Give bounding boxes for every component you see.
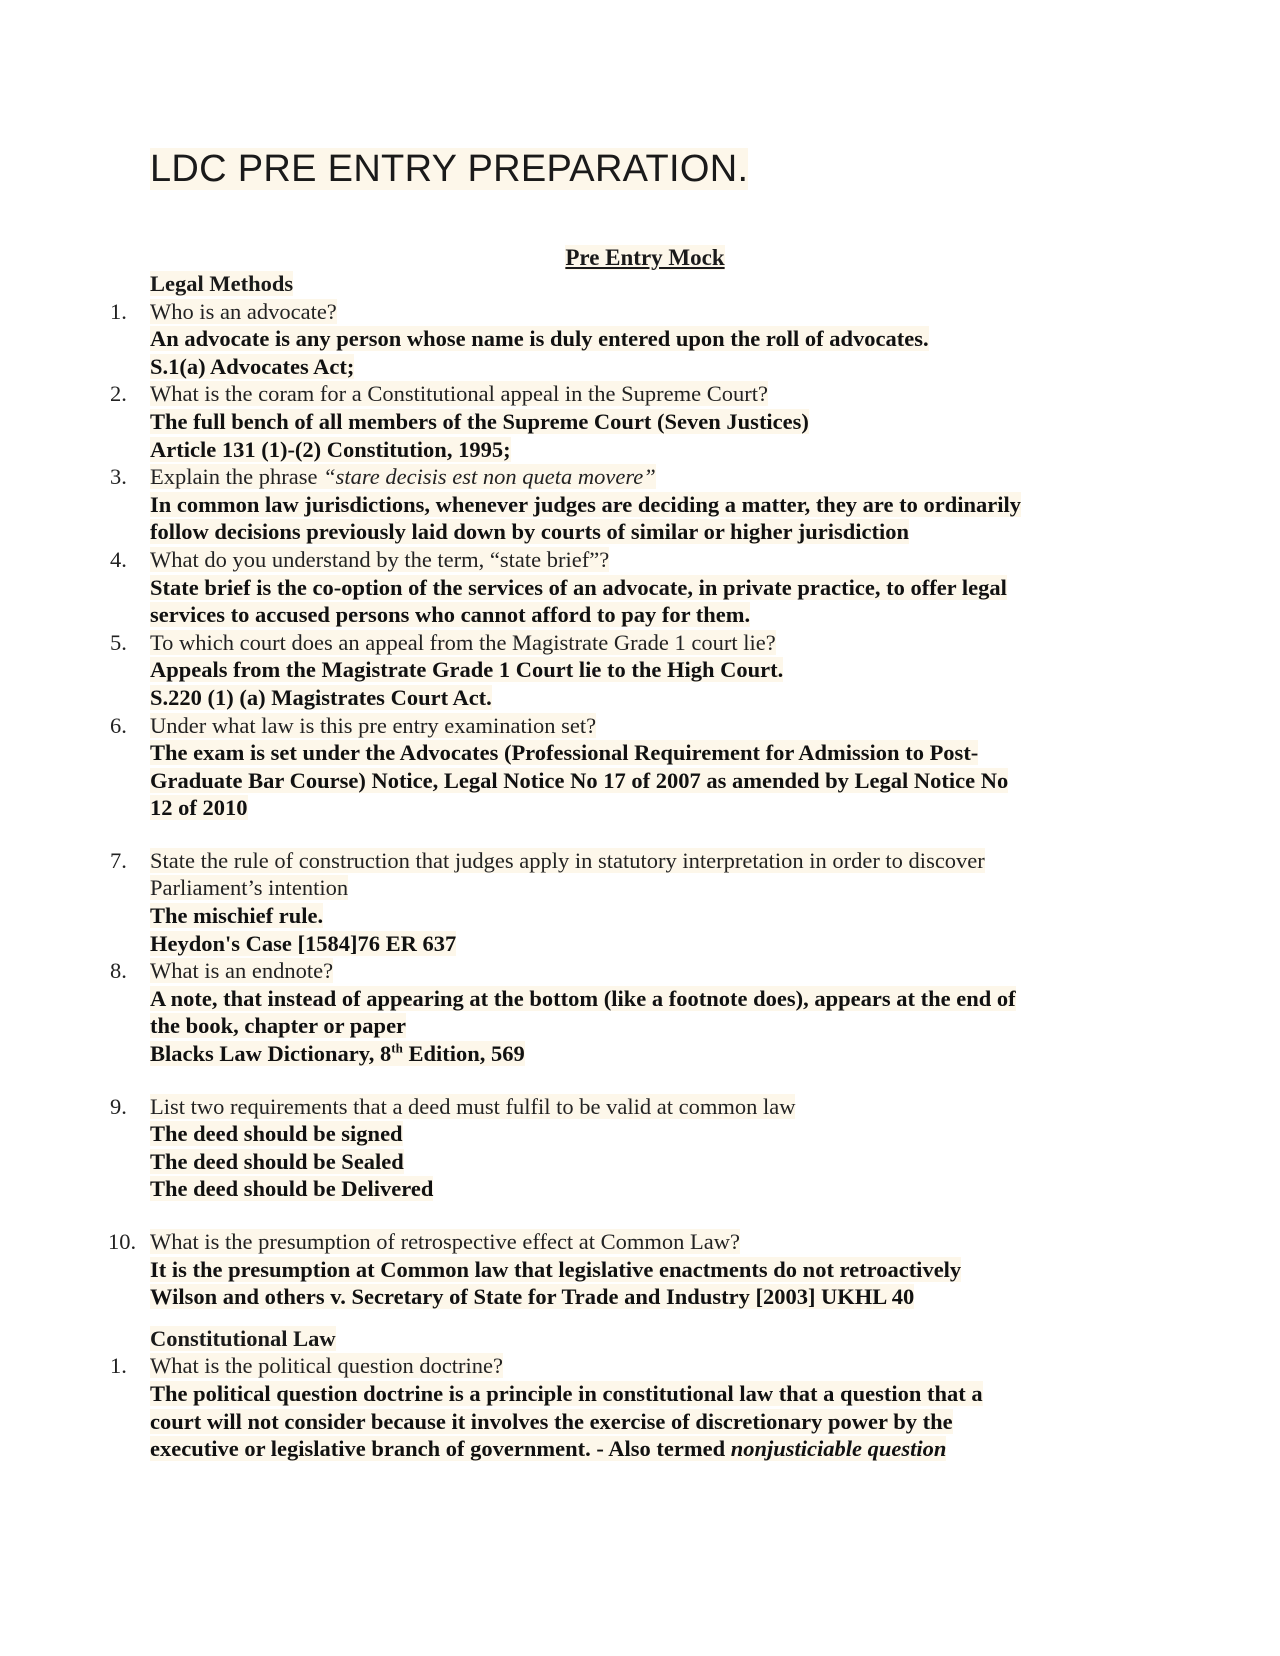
answer-line: the book, chapter or paper xyxy=(150,1013,407,1039)
answer-line: executive or legislative branch of government. - Also termed nonjusticiable question xyxy=(150,1436,947,1462)
answer-line: Graduate Bar Course) Notice, Legal Notice No 17 of 2007 as amended by Legal Notice No xyxy=(150,767,1009,793)
answer-line: follow decisions previously laid down by courts of similar or higher jurisdiction xyxy=(150,519,910,545)
question-text: To which court does an appeal from the Magistrate Grade 1 court lie? xyxy=(150,629,776,655)
answer-line: The mischief rule. xyxy=(150,903,324,929)
latin-phrase: “stare decisis est non queta movere” xyxy=(323,464,656,490)
answer-line: It is the presumption at Common law that legislative enactments do not retroactively xyxy=(150,1256,962,1282)
answer-line: A note, that instead of appearing at the bottom (like a footnote does), appears at the end of xyxy=(150,985,1016,1011)
answer-citation: Article 131 (1)-(2) Constitution, 1995; xyxy=(150,436,511,462)
question-text: What do you understand by the term, “state brief”? xyxy=(150,546,610,572)
section-heading-constitutional-law: Constitutional Law xyxy=(150,1325,336,1351)
spacer xyxy=(0,1203,1280,1228)
answer-citation: Heydon's Case [1584]76 ER 637 xyxy=(150,930,457,956)
question-2 xyxy=(0,380,1280,408)
question-text: List two requirements that a deed must fulfil to be valid at common law xyxy=(150,1093,796,1119)
answer-line: In common law jurisdictions, whenever judges are deciding a matter, they are to ordinarily xyxy=(150,491,1021,517)
answer-citation: Blacks Law Dictionary, 8th Edition, 569 xyxy=(150,1040,525,1067)
question-text: Explain the phrase “stare decisis est non queta movere” xyxy=(150,464,656,490)
answer-line: The deed should be signed xyxy=(150,1121,403,1147)
answer-line: The exam is set under the Advocates (Professional Requirement for Admission to Post- xyxy=(150,740,979,766)
question-5 xyxy=(0,629,1280,657)
question-1 xyxy=(0,298,1280,326)
answer-line: An advocate is any person whose name is duly entered upon the roll of advocates. xyxy=(150,326,929,352)
spacer xyxy=(0,822,1280,847)
question-text: State the rule of construction that judges apply in statutory interpretation in order to discover xyxy=(150,847,985,873)
page-title: LDC PRE ENTRY PREPARATION. xyxy=(150,148,749,190)
question-number: 1. xyxy=(110,298,127,324)
question-3 xyxy=(0,463,1280,491)
answer-line: Appeals from the Magistrate Grade 1 Court lie to the High Court. xyxy=(150,657,784,683)
answer-line: The deed should be Sealed xyxy=(150,1148,404,1174)
question-8 xyxy=(0,957,1280,985)
spacer xyxy=(0,1068,1280,1093)
question-6 xyxy=(0,712,1280,740)
mock-heading: Pre Entry Mock xyxy=(565,245,725,270)
question-text: Under what law is this pre entry examination set? xyxy=(150,712,597,738)
question-1 xyxy=(0,1352,1280,1380)
question-number: 1. xyxy=(110,1353,127,1379)
answer-line: State brief is the co-option of the services of an advocate, in private practice, to offer legal xyxy=(150,574,1007,600)
question-number: 3. xyxy=(110,464,127,490)
answer-line: The full bench of all members of the Supreme Court (Seven Justices) xyxy=(150,408,809,434)
answer-citation: S.1(a) Advocates Act; xyxy=(150,353,355,379)
answer-line: The deed should be Delivered xyxy=(150,1176,434,1202)
answer-line: 12 of 2010 xyxy=(150,795,248,821)
question-9 xyxy=(0,1093,1280,1121)
answer-line: services to accused persons who cannot afford to pay for them. xyxy=(150,602,751,628)
section-heading-legal-methods: Legal Methods xyxy=(150,271,294,296)
question-number: 4. xyxy=(110,546,127,572)
answer-citation: S.220 (1) (a) Magistrates Court Act. xyxy=(150,684,492,710)
question-number: 10. xyxy=(108,1229,137,1254)
question-10 xyxy=(0,1228,1280,1256)
question-number: 5. xyxy=(110,629,127,655)
question-4 xyxy=(0,546,1280,574)
question-text: What is the coram for a Constitutional appeal in the Supreme Court? xyxy=(150,381,768,407)
question-number: 2. xyxy=(110,381,127,407)
question-text: What is the presumption of retrospective effect at Common Law? xyxy=(150,1229,741,1254)
question-text: What is the political question doctrine? xyxy=(150,1353,504,1379)
question-text-continued: Parliament’s intention xyxy=(150,875,349,901)
question-number: 8. xyxy=(110,958,127,984)
question-text: Who is an advocate? xyxy=(150,298,337,324)
spacer xyxy=(0,1311,1280,1325)
question-number: 9. xyxy=(110,1093,127,1119)
question-number: 7. xyxy=(110,847,127,873)
question-7 xyxy=(0,847,1280,875)
answer-citation: Wilson and others v. Secretary of State for Trade and Industry [2003] UKHL 40 xyxy=(150,1284,915,1310)
answer-line: court will not consider because it involves the exercise of discretionary power by the xyxy=(150,1408,953,1434)
answer-line: The political question doctrine is a principle in constitutional law that a question that a xyxy=(150,1380,983,1406)
question-text: What is an endnote? xyxy=(150,958,334,984)
question-number: 6. xyxy=(110,712,127,738)
document-content xyxy=(0,270,1280,1463)
italic-term: nonjusticiable question xyxy=(730,1436,947,1462)
